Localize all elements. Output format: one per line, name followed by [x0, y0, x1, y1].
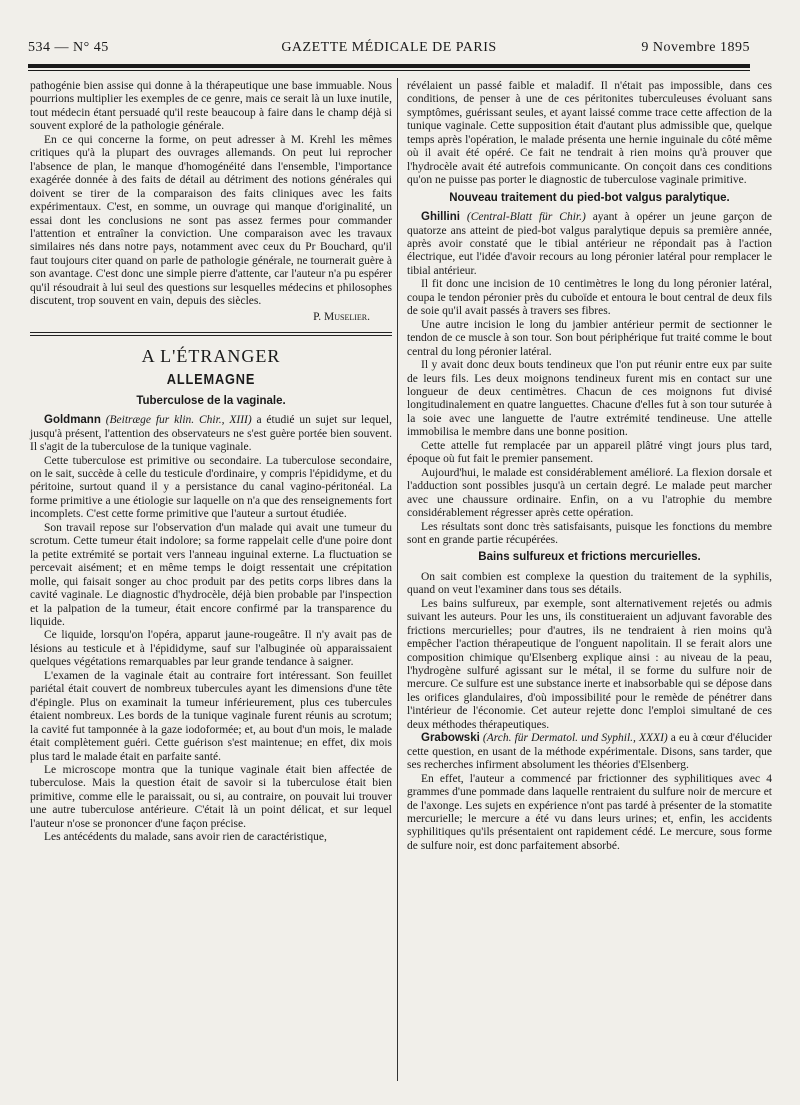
lead-text: a eu à cœur d'élucider cette question, en usant de la méthode expérimentale. Disons, sans tarder, que ses recherches infirment absolument les théories d'Elsenberg. — [407, 732, 772, 772]
intro-paragraph-2: En ce qui concerne la forme, on peut adresser à M. Krehl les mêmes critiques qu'à la plupart des ouvrages allemands. On peut lui reprocher l'absence de plan, le manque d'homogénéité dans l'ensemble, l'importance exagérée donnée à des faits de détail au détriment des notions générales qui doivent se tirer de la comparaison des faits cliniques avec les faits expérimentaux. C'est, en somme, un ouvrage qui manque d'originalité, un essai dont les conclusions ne sont pas assez fermes pour commander l'attention et entraîner la conviction. Une comparaison avec les travaux similaires nés dans notre pays, notamment avec ceux du Pr Bouchard, qu'il faut toujours citer quand on parle de pathologie générale, ne tournerait guère à son avantage. C'est donc une simple pierre d'attente, car l'auteur n'a pu espérer qu'il résoudrait à lui seul des questions sur lesquelles médecins et philosophes discutent, trop souvent en vain, depuis des siècles. — [30, 133, 392, 308]
source-citation: (Central-Blatt für Chir.) — [466, 211, 586, 224]
lead-paragraph — [30, 414, 392, 454]
right-column — [407, 80, 772, 853]
body-paragraph: Aujourd'hui, le malade est considérablement amélioré. La flexion dorsale et l'adduction sont possibles jusqu'à un certain degré. Le malade peut marcher avec une chaussure ordinaire. Enfin, on a vu l'atrophie du membre considérablement régresser après cette opération. — [407, 466, 772, 520]
journal-title: GAZETTE MÉDICALE DE PARIS — [281, 40, 497, 55]
source-citation: (Beitræge fur klin. Chir., XIII) — [105, 414, 252, 427]
body-paragraph: Les antécédents du malade, sans avoir rien de caractéristique, — [44, 831, 327, 844]
lead-text: ayant à opérer un jeune garçon de quatorze ans atteint de pied-bot valgus paralytique depuis sa première année, après avoir constaté que le tibial antérieur ne répondait pas à l'action électrique, eut l'idée d'avoir recours au long péronier latéral pour remplacer le tibial antérieur. — [407, 211, 773, 277]
body-paragraph: Cette attelle fut remplacée par un appareil plâtré vingt jours plus tard, époque où fut fait le premier pansement. — [407, 439, 772, 466]
article-subhead-tuberculose: Tuberculose de la vaginale. — [136, 394, 286, 407]
lead-paragraph — [407, 211, 772, 278]
page-header — [28, 40, 750, 62]
issue-date: 9 Novembre 1895 — [641, 40, 750, 55]
body-paragraph: Les résultats sont donc très satisfaisants, puisque les fonctions du membre sont en grande partie récupérées. — [407, 520, 772, 546]
source-citation: (Arch. für Dermatol. und Syphil., XXXI) — [482, 732, 668, 745]
body-paragraph: Cette tuberculose est primitive ou secondaire. La tuberculose secondaire, on le sait, succède à celle du testicule d'ordinaire, y compris l'épididyme, et du péritoine, surtout quand il y a persistance du canal vagino-péritonéal. La forme primitive a une étiologie sur laquelle on n'a que des renseignements fort incomplets. C'est cette forme primitive que l'auteur a surtout étudiée. — [30, 454, 392, 521]
section-title: A L'ÉTRANGER — [141, 346, 281, 367]
author-name: Ghillini — [421, 211, 460, 224]
left-column — [30, 80, 392, 845]
country-heading: ALLEMAGNE — [166, 371, 256, 389]
page-number: 534 — N° 45 — [28, 40, 109, 55]
section-rule-top — [30, 332, 392, 333]
body-paragraph: Son travail repose sur l'observation d'un malade qui avait une tumeur du scrotum. Cette tumeur était indolore; sa forme rappelait celle d'une poire dont la petite extrémité se portait vers l'anneau inguinal externe. La fluctuation se percevait aisément; et en même temps le doigt ressentait une crépitation molle, qui faisait songer au choc produit par des petits corps libres dans la cavité vaginale. Le diagnostic d'hydrocèle, déjà bien probable par l'inspection et la palpation de la tumeur, était encore confirmé par la transparence du liquide. — [30, 521, 392, 628]
section-rule-bottom — [30, 335, 392, 336]
article-subhead-bains: Bains sulfureux et frictions mercurielles. — [478, 551, 701, 564]
author-name: Goldmann — [44, 414, 101, 427]
body-paragraph: Il y avait donc deux bouts tendineux que l'on put réunir entre eux par suite de leurs fils. Les deux moignons tendineux furent mis en contact sur une longueur de deux centimètres. Chacun de ces moignons fut divisé longitudinalement en quatre languettes. Chacune d'elles fut à son tour suturée à la soie avec une languette de l'autre extrémité tendineuse. Une attelle immobilisa le membre dans une bonne position. — [407, 359, 772, 439]
header-rule-thick — [28, 64, 750, 68]
article-subhead-pied-bot: Nouveau traitement du pied-bot valgus paralytique. — [449, 191, 730, 204]
body-paragraph: En effet, l'auteur a commencé par frictionner des syphilitiques avec 4 grammes d'une pommade dans laquelle rentraient du sulfure noir de mercure et de l'axonge. Les sujets en expérience n'ont pas tardé à présenter de la stomatite mercurielle; le mercure a été vu dans leurs urines; et, enfin, les accidents syphilitiques qu'ils présentaient ont rapidement cédé. Le mercure, sous forme de sulfure noir, est donc parfaitement absorbé. — [407, 772, 772, 852]
body-paragraph: L'examen de la vaginale était au contraire fort intéressant. Son feuillet pariétal était couvert de nombreux tubercules ayant les dimensions d'une tête d'épingle. Plus on examinait la tumeur inférieurement, plus ces tubercules étaient nombreux. Les bords de la tunique vaginale furent réunis au scrotum; la cavité fut tamponnée à la gaze iodoformée; et, au bout d'un mois, le malade était complètement guéri. Cette guérison s'est maintenue; en effet, dix mois plus tard le malade était en parfaite santé. — [30, 669, 392, 763]
body-paragraph: Le microscope montra que la tunique vaginale était bien affectée de tuberculose. Mais la question était de savoir si la tuberculose était bien primitive, comme elle le paraissait, ou si, au contraire, on pouvait lui trouver une autre tuberculose antérieure. C'était là un point délicat, et sur lequel l'auteur n'ose se prononcer d'une façon précise. — [30, 763, 392, 830]
body-paragraph: Une autre incision le long du jambier antérieur permit de sectionner le tendon de ce muscle à son tour. Son bout périphérique fut traité comme le bout central du long péronier latéral. — [407, 318, 772, 358]
header-rule-thin — [28, 70, 750, 71]
body-paragraph: On sait combien est complexe la question du traitement de la syphilis, quand on veut l'examiner dans tous ses détails. — [407, 570, 772, 597]
lead-text: a étudié un sujet sur lequel, jusqu'à présent, l'attention des observateurs ne s'est guère portée bien souvent. Il s'agit de la tuberculose de la tunique vaginale. — [30, 414, 393, 454]
lead-paragraph — [407, 732, 772, 772]
intro-paragraph-1: pathogénie bien assise qui donne à la thérapeutique une base immuable. Nous pourrions multiplier les exemples de ce genre, mais ce serait là un luxe inutile, tout médecin étant persuadé qu'il reste beaucoup à faire dans le champ déjà si souvent exploré de la pathologie générale. — [30, 80, 392, 133]
continued-paragraph: révélaient un passé faible et maladif. Il n'était pas impossible, dans ces conditions, de penser à une de ces péritonites tuberculeuses évoluant sans symptômes, guérissant seules, et ayant laissé comme trace cette affection de la tunique vaginale. Cette supposition était d'autant plus admissible que, quelque temps après l'opération, le malade présenta une hernie inguinale du côté même où il avait été opéré. Ce fait ne tendrait à rien moins qu'à prouver que l'hydrocèle avait été autrefois communicante. On conçoit dans ces conditions qu'on ne puisse pas porter le diagnostic de tuberculose vaginale primitive. — [407, 80, 772, 187]
column-divider — [397, 78, 398, 1081]
body-paragraph: Les bains sulfureux, par exemple, sont alternativement rejetés ou admis suivant les auteurs. Pour les uns, ils constitueraient un adjuvant favorable des frictions mercurielles; pour d'autres, ils ne tendraient à rien moins qu'à empêcher l'action thérapeutique de l'onguent napolitain. Il se ferait alors une composition chimique qu'Elsenberg explique ainsi : au niveau de la peau, l'hydrogène sulfuré agissant sur le métal, il se forme du sulfure noir de mercure. Ce sulfure est une substance inerte et inabsorbable qui se dépose dans les orifices glandulaires, d'où impossibilité pour le remède de pénétrer dans l'intérieur de l'économie. Cet auteur rejette donc l'emploi simultané de ces deux méthodes thérapeutiques. — [407, 597, 772, 731]
author-name: Grabowski — [421, 732, 480, 745]
signature: P. Muselier. — [313, 310, 370, 323]
body-paragraph: Ce liquide, lorsqu'on l'opéra, apparut jaune-rougeâtre. Il n'y avait pas de lésions au testicule et à l'épididyme, sauf sur l'albuginée où apparaissaient quelques végétations remarquables par leur grande tendance à saigner. — [30, 629, 392, 669]
body-paragraph: Il fit donc une incision de 10 centimètres le long du long péronier latéral, coupa le tendon péronier près du cuboïde et entoura le bout central de deux fils de soie qu'il avait passés à travers ses fibres. — [407, 278, 772, 318]
